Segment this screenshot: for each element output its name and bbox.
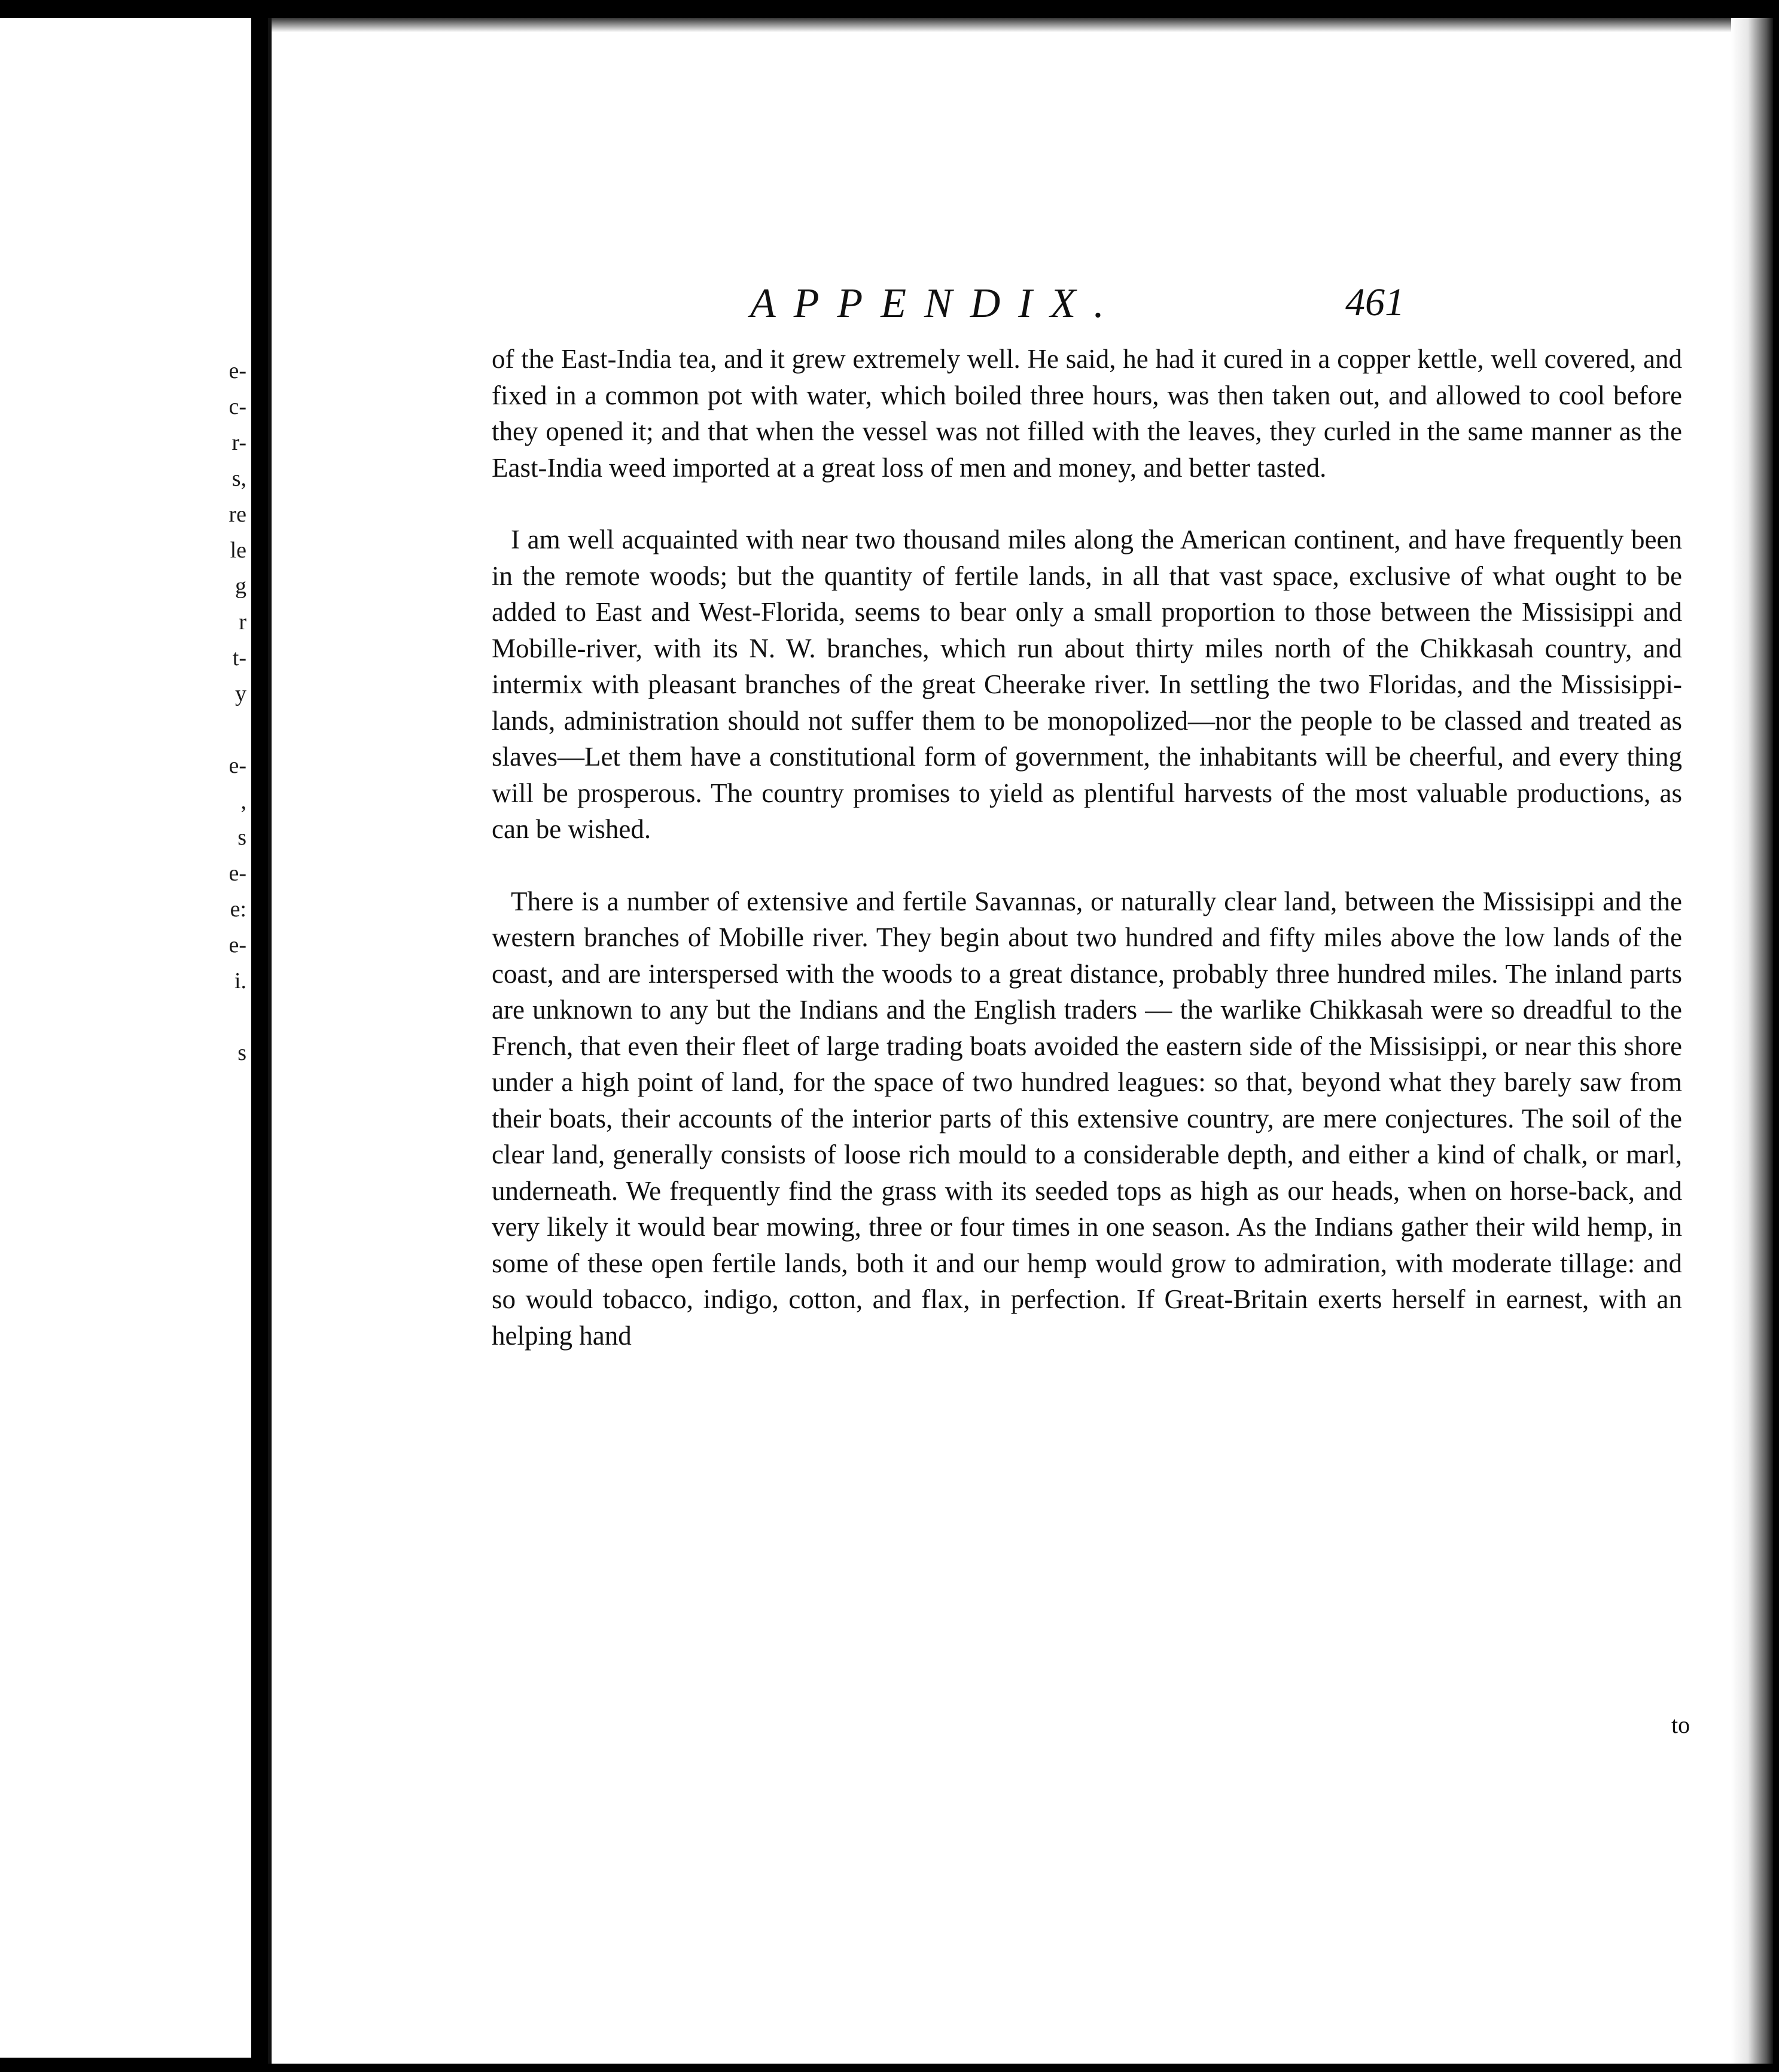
facing-page-edge <box>0 18 251 2058</box>
margin-fragment: e- <box>229 358 246 383</box>
margin-fragment: s, <box>231 466 246 491</box>
margin-fragment: y <box>235 681 246 706</box>
margin-fragment: e- <box>229 753 246 778</box>
facing-page-margin-text <box>229 353 246 1071</box>
margin-fragment: e: <box>230 897 246 922</box>
margin-fragment: r <box>239 610 246 635</box>
paragraph: There is a number of extensive and fertile Savannas, or naturally clear land, between the Missisippi and the western branches of Mobille river. They begin about two hundred and fifty miles above the low lands of the coast, and are interspersed with the woods to a great distance, probably three hundred miles. The inland parts are unknown to any but the Indians and the English traders — the warlike Chikkasah were so dreadful to the French, that even their fleet of large trading boats avoided the eastern side of the Missisippi, or near this shore under a high point of land, for the space of two hundred leagues: so that, beyond what they barely saw from their boats, their accounts of the interior parts of this extensive country, are mere conjectures. The soil of the clear land, generally consists of loose rich mould to a considerable depth, and either a kind of chalk, or marl, underneath. We frequently find the grass with its seeded tops as high as our heads, when on horse-back, and very likely it would bear mowing, three or four times in one season. As the Indians gather their wild hemp, in some of these open fertile lands, both it and our hemp would grow to admiration, with moderate tillage: and so would tobacco, indigo, cotton, and flax, in perfection. If Great-Britain exerts herself in earnest, with an helping hand <box>492 886 1682 1351</box>
running-head: APPENDIX. <box>750 281 1122 327</box>
margin-fragment: e- <box>229 933 246 958</box>
paragraph: I am well acquainted with near two thousand miles along the American continent, and have frequently been in the remote woods; but the quantity of fertile lands, in all that vast space, exclusive of what ought to be added to East and West-Florida, seems to bear only a small proportion to those between the Missisippi and Mobille-river, with its N. W. branches, which run about thirty miles north of the Chikkasah country, and intermix with pleasant branches of the great Cheerake river. In settling the two Floridas, and the Missisippi-lands, administration should not suffer them to be monopolized—nor the people to be classed and treated as slaves—Let them have a constitutional form of government, the inhabitants will be cheerful, and every thing will be prosperous. The country promises to yield as plentiful harvests of the most valuable productions, as can be wished. <box>492 525 1682 844</box>
page-top-shadow <box>272 18 1773 32</box>
page-number: 461 <box>1345 281 1405 324</box>
margin-fragment: s <box>237 1040 246 1065</box>
margin-fragment: r- <box>231 430 246 455</box>
margin-fragment: i. <box>234 968 246 994</box>
paragraph: of the East-India tea, and it grew extremely well. He said, he had it cured in a copper kettle, well covered, and fixed in a common pot with water, which boiled three hours, was then taken out, and allowed to cool before they opened it; and that when the vessel was not filled with the leaves, they curled in the same manner as the East-India weed imported at a great loss of men and money, and better tasted. <box>492 344 1682 483</box>
margin-fragment: g <box>235 574 246 599</box>
margin-fragment: re <box>229 502 246 527</box>
margin-fragment: t- <box>232 645 246 671</box>
catchword: to <box>1671 1711 1690 1738</box>
body-text <box>492 341 1682 1354</box>
margin-fragment <box>229 712 246 748</box>
margin-fragment: , <box>240 789 246 814</box>
margin-fragment: c- <box>229 394 246 419</box>
margin-fragment: le <box>230 538 246 563</box>
page-gutter-shadow <box>1731 18 1773 2064</box>
margin-fragment: e- <box>229 861 246 886</box>
margin-fragment: s <box>237 825 246 850</box>
margin-fragment <box>229 999 246 1035</box>
page-header <box>272 280 1773 328</box>
book-page <box>268 18 1773 2064</box>
